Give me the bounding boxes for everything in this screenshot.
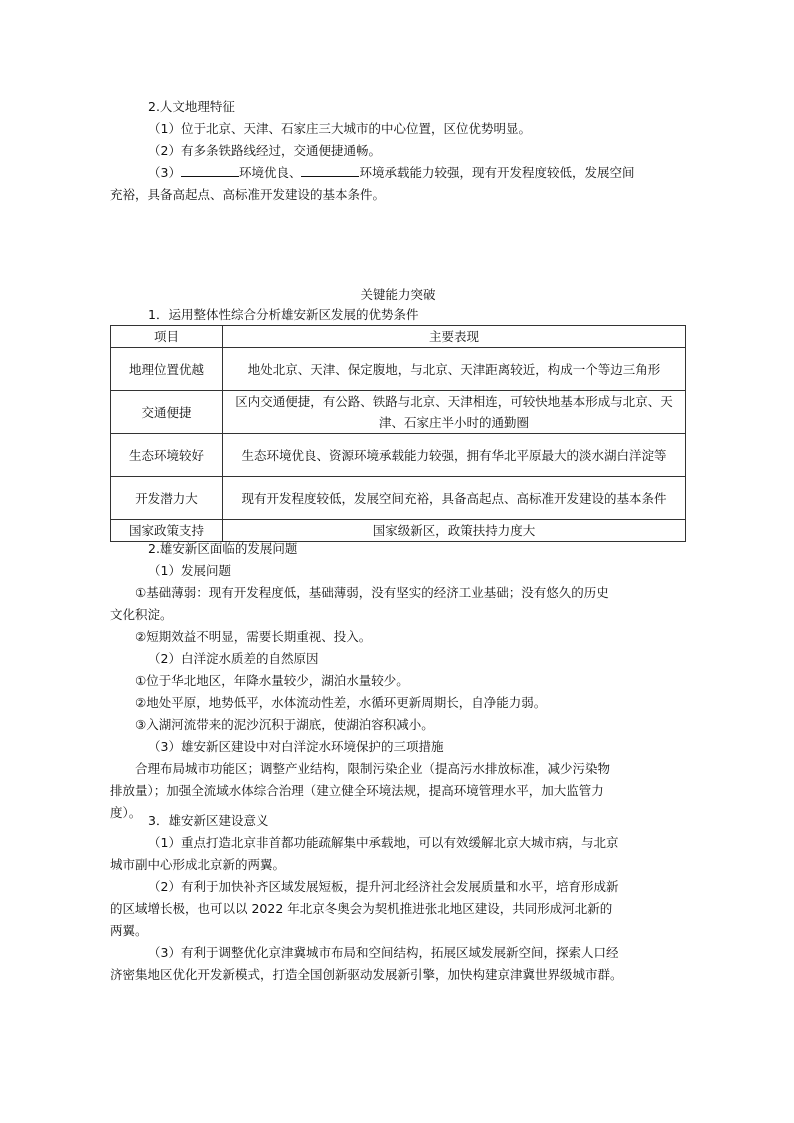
paragraph-continuation: 度）。 — [110, 805, 142, 820]
sub-heading: （2）白洋淀水质差的自然原因 — [148, 651, 319, 666]
paragraph-continuation: 两翼。 — [110, 923, 148, 938]
paragraph: ③入湖河流带来的泥沙沉积于湖底，使湖泊容积减小。 — [135, 717, 434, 732]
advantage-table — [110, 325, 686, 542]
list-item: （2）有多条铁路线经过，交通便捷通畅。 — [148, 143, 381, 158]
paragraph: （1）重点打造北京非首都功能疏解集中承载地，可以有效缓解北京大城市病，与北京 — [148, 835, 619, 850]
paragraph-continuation: 城市副中心形成北京新的两翼。 — [110, 857, 286, 872]
table-cell-item: 交通便捷 — [111, 391, 223, 434]
table-cell-detail: 区内交通便捷，有公路、铁路与北京、天津相连，可较快地基本形成与北京、天津、石家庄半小时的通勤圈 — [223, 391, 686, 434]
table-cell-item: 开发潜力大 — [111, 477, 223, 520]
table-cell-item: 国家政策支持 — [111, 520, 223, 542]
blank-line — [181, 162, 239, 177]
paragraph: ①位于华北地区，年降水量较少，湖泊水量较少。 — [135, 673, 409, 688]
table-cell-item: 地理位置优越 — [111, 348, 223, 391]
table-row — [111, 391, 686, 434]
table-cell-detail: 生态环境优良、资源环境承载能力较强，拥有华北平原最大的淡水湖白洋淀等 — [223, 434, 686, 477]
section-heading: 3．雄安新区建设意义 — [148, 813, 269, 828]
section-human-geography — [110, 96, 686, 206]
paragraph-continuation: 的区域增长极，也可以以 2022 年北京冬奥会为契机推进张北地区建设，共同形成河北新的 — [110, 901, 613, 916]
paragraph: （3）有利于调整优化京津冀城市布局和空间结构，拓展区域发展新空间，探索人口经 — [148, 945, 619, 960]
table-cell-detail: 现有开发程度较低，发展空间充裕，具备高起点、高标准开发建设的基本条件 — [223, 477, 686, 520]
paragraph: （2）有利于加快补齐区域发展短板，提升河北经济社会发展质量和水平，培育形成新 — [148, 879, 619, 894]
table-caption: 1．运用整体性综合分析雄安新区发展的优势条件 — [148, 307, 419, 322]
item-number: （3） — [148, 165, 181, 180]
table-row — [111, 348, 686, 391]
table-header-cell: 项目 — [111, 326, 223, 348]
sub-heading: （1）发展问题 — [148, 563, 231, 578]
section-heading: 2.人文地理特征 — [148, 99, 235, 114]
paragraph: ②短期效益不明显，需要长期重视、投入。 — [135, 629, 372, 644]
list-item-fill-blank — [110, 162, 686, 184]
blank-line — [301, 162, 359, 177]
item-text: 环境优良、 — [238, 165, 302, 180]
list-item: （1）位于北京、天津、石家庄三大城市的中心位置，区位优势明显。 — [148, 121, 531, 136]
sub-heading: （3）雄安新区建设中对白洋淀水环境保护的三项措施 — [148, 739, 444, 754]
table-header-row — [111, 326, 686, 348]
paragraph: ②地处平原，地势低平，水体流动性差，水循环更新周期长，自净能力弱。 — [135, 695, 547, 710]
section-construction-significance — [110, 810, 686, 986]
paragraph: ①基础薄弱：现有开发程度低，基础薄弱，没有坚实的经济工业基础；没有悠久的历史 — [135, 585, 609, 600]
table-row — [111, 434, 686, 477]
section-heading: 2.雄安新区面临的发展问题 — [148, 541, 298, 556]
paragraph-continuation: 文化积淀。 — [110, 607, 173, 622]
page-title — [110, 284, 686, 306]
list-item-continuation: 充裕，具备高起点、高标准开发建设的基本条件。 — [110, 187, 386, 202]
paragraph-continuation: 排放量）；加强全流域水体综合治理（建立健全环境法规，提高环境管理水平，加大监管力 — [110, 783, 604, 798]
paragraph-continuation: 济密集地区优化开发新模式，打造全国创新驱动发展新引擎，加快构建京津冀世界级城市群。 — [110, 967, 623, 982]
title-text: 关键能力突破 — [360, 287, 436, 302]
item-text: 环境承载能力较强，现有开发程度较低，发展空间 — [359, 165, 635, 180]
section-development-problems — [110, 538, 686, 824]
table-row — [111, 477, 686, 520]
table-header-cell: 主要表现 — [223, 326, 686, 348]
table-cell-detail: 地处北京、天津、保定腹地，与北京、天津距离较近，构成一个等边三角形 — [223, 348, 686, 391]
table-intro — [110, 304, 686, 326]
paragraph: 合理布局城市功能区；调整产业结构，限制污染企业（提高污水排放标准，减少污染物 — [135, 761, 611, 776]
table-cell-detail: 国家级新区，政策扶持力度大 — [223, 520, 686, 542]
table-cell-item: 生态环境较好 — [111, 434, 223, 477]
